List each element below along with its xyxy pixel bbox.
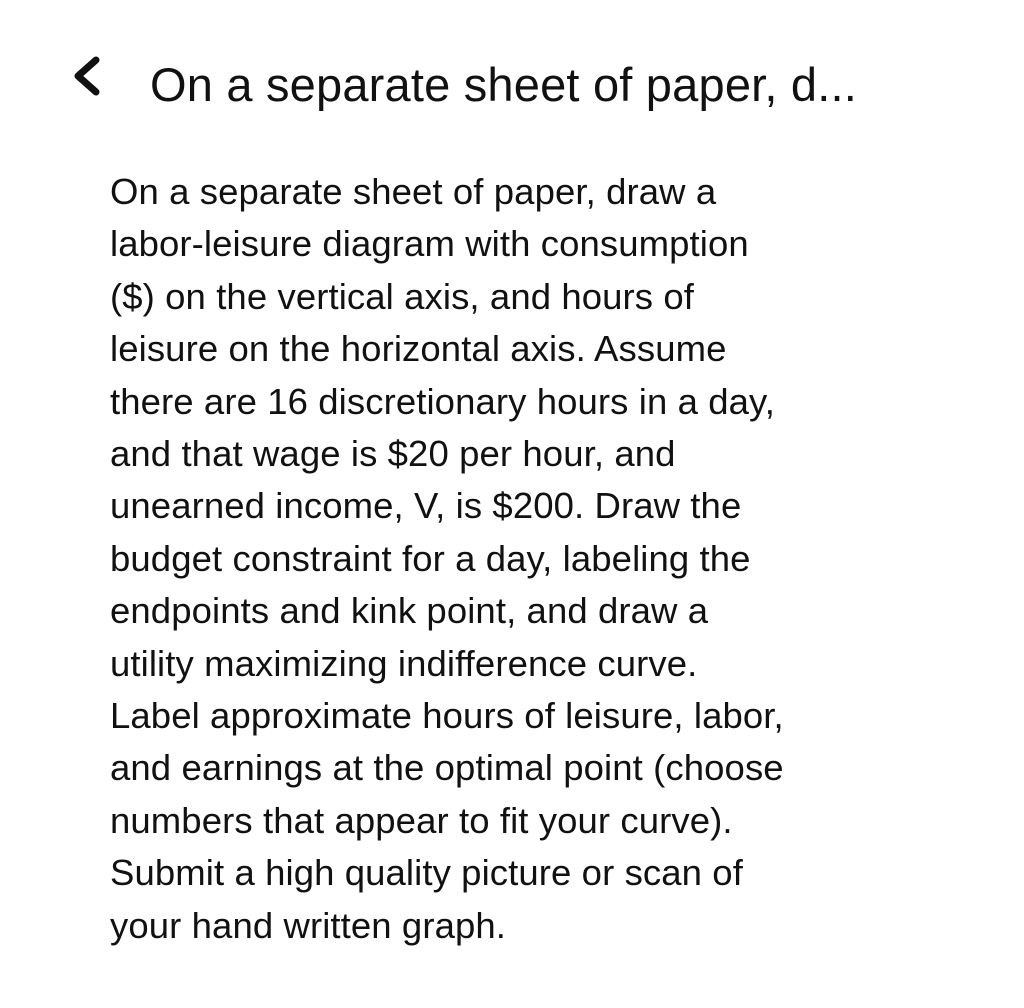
question-line: there are 16 discretionary hours in a day, [110, 380, 775, 422]
question-line: your hand written graph. [110, 904, 507, 946]
question-line: labor-leisure diagram with consumption [110, 223, 749, 265]
question-line: and earnings at the optimal point (choose [110, 747, 784, 789]
header-bar [0, 0, 1024, 140]
question-line: Submit a high quality picture or scan of [110, 852, 743, 894]
chevron-left-icon [62, 48, 114, 104]
question-line: utility maximizing indifference curve. [110, 642, 698, 684]
question-line: ($) on the vertical axis, and hours of [110, 275, 695, 317]
question-line: numbers that appear to fit your curve). [110, 799, 733, 841]
question-text [110, 166, 970, 952]
page-title: On a separate sheet of paper, d... [150, 58, 858, 111]
back-button[interactable] [62, 48, 114, 104]
question-line: and that wage is $20 per hour, and [110, 433, 676, 475]
question-line: unearned income, V, is $200. Draw the [110, 485, 742, 527]
question-line: On a separate sheet of paper, draw a [110, 171, 717, 212]
question-line: endpoints and kink point, and draw a [110, 590, 709, 632]
question-line: budget constraint for a day, labeling the [110, 537, 751, 579]
question-line: Label approximate hours of leisure, labor, [110, 695, 784, 737]
question-line: leisure on the horizontal axis. Assume [110, 328, 727, 370]
